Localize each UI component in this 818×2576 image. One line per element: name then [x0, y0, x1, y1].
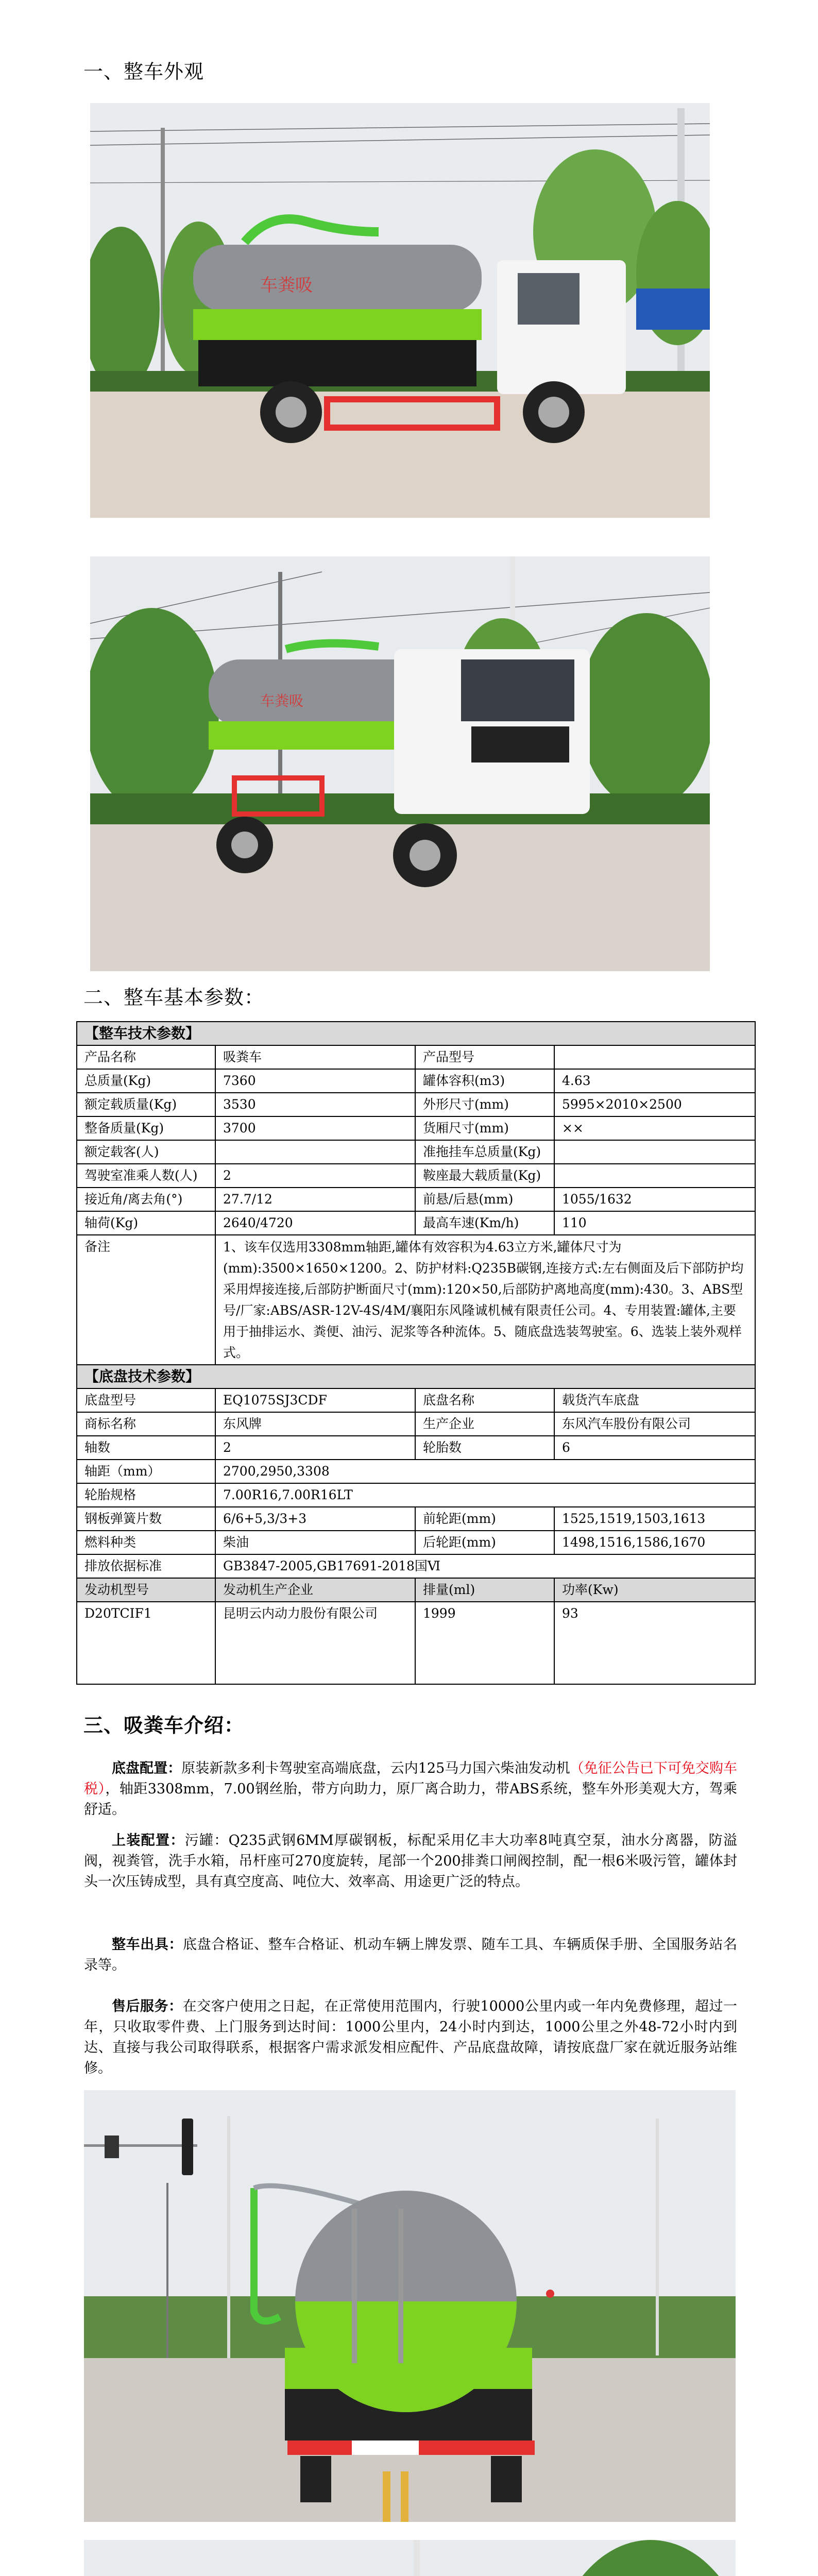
param-value — [554, 1140, 755, 1164]
param-label: 货厢尺寸(mm) — [415, 1116, 554, 1140]
tank-lettering: 车粪吸 — [260, 692, 304, 709]
note-label: 备注 — [77, 1235, 215, 1365]
param-value — [215, 1140, 415, 1164]
after-sales-paragraph — [84, 1996, 737, 2079]
param-value: 5995×2010×2500 — [554, 1093, 755, 1116]
engine-column-header: 发动机生产企业 — [215, 1578, 415, 1602]
param-label: 轮胎规格 — [77, 1483, 215, 1507]
param-value: 3700 — [215, 1116, 415, 1140]
param-label: 后轮距(mm) — [415, 1531, 554, 1554]
param-value: 6/6+5,3/3+3 — [215, 1507, 415, 1531]
engine-value: 93 — [554, 1602, 755, 1684]
param-label: 前轮距(mm) — [415, 1507, 554, 1531]
table-row — [77, 1045, 755, 1069]
param-value — [554, 1164, 755, 1188]
delivery-docs-text: 底盘合格证、整车合格证、机动车辆上牌发票、随车工具、车辆质保手册、全国服务站名录等。 — [84, 1937, 738, 1973]
front-quarter-truck-photo — [90, 556, 710, 971]
table-row — [77, 1188, 755, 1211]
param-value: 吸粪车 — [215, 1045, 415, 1069]
table-row — [77, 1531, 755, 1554]
param-label: 前悬/后悬(mm) — [415, 1188, 554, 1211]
param-value: 载货汽车底盘 — [554, 1388, 755, 1412]
param-label: 接近角/离去角(°) — [77, 1188, 215, 1211]
tank-lettering: 车粪吸 — [260, 275, 313, 296]
chassis-config-label: 底盘配置： — [112, 1760, 182, 1776]
param-label: 总质量(Kg) — [77, 1069, 215, 1093]
body-config-label: 上装配置： — [112, 1833, 185, 1849]
param-value: 2700,2950,3308 — [215, 1460, 755, 1483]
rear-quarter-truck-photo — [84, 2540, 736, 2576]
param-value: 2 — [215, 1164, 415, 1188]
table-row — [77, 1069, 755, 1093]
table-row — [77, 1554, 755, 1578]
chassis-config-text-2: ，轴距3308mm，7.00钢丝胎，带方向助力，原厂离合助力，带ABS系统，整车外形美观大方，驾乘舒适。 — [84, 1781, 738, 1818]
param-label: 产品名称 — [77, 1045, 215, 1069]
param-value: EQ1075SJ3CDF — [215, 1388, 415, 1412]
param-label: 产品型号 — [415, 1045, 554, 1069]
param-value: 4.63 — [554, 1069, 755, 1093]
table-row — [77, 1235, 755, 1365]
table-row — [77, 1388, 755, 1412]
param-label: 准拖挂车总质量(Kg) — [415, 1140, 554, 1164]
tax-exempt-note: （免征公告已下可免交购车税） — [84, 1760, 737, 1797]
table-row — [77, 1483, 755, 1507]
vehicle-params-header: 【整车技术参数】 — [77, 1022, 755, 1045]
body-config-text: 污罐：Q235武钢6MM厚碳钢板，标配采用亿丰大功率8吨真空泵，油水分离器，防溢阀，视粪管，洗手水箱，吊杆座可270度旋转，尾部一个200排粪口闸阀控制，配一根6米吸污管，罐体封头一次压铸成型，具有真空度高、吨位大、效率高、用途更广泛的特点。 — [84, 1833, 737, 1890]
param-value: 7360 — [215, 1069, 415, 1093]
table-row — [77, 1093, 755, 1116]
param-label: 整备质量(Kg) — [77, 1116, 215, 1140]
table-row — [77, 1164, 755, 1188]
param-label: 外形尺寸(mm) — [415, 1093, 554, 1116]
note-text: 1、该车仅选用3308mm轴距,罐体有效容积为4.63立方米,罐体尺寸为(mm):3500×1650×1200。2、防护材料:Q235B碳钢,连接方式:左右侧面及后下部防护均采用焊接连接,后部防护断面尺寸(mm):120×50,后部防护离地高度(mm):430。3、ABS型号/厂家:ABS/ASR-12V-4S/4M/襄阳东风隆诚机械有限责任公司。4、专用装置:罐体,主要用于抽排运水、粪便、油污、泥浆等各种流体。5、随底盘选装驾驶室。6、选装上装外观样式。 — [215, 1235, 755, 1365]
engine-column-header: 发动机型号 — [77, 1578, 215, 1602]
table-row — [77, 1507, 755, 1531]
table-row — [77, 1140, 755, 1164]
delivery-docs-label: 整车出具： — [112, 1937, 183, 1953]
rear-view-truck-photo — [84, 2090, 736, 2522]
param-value: 1525,1519,1503,1613 — [554, 1507, 755, 1531]
param-label: 罐体容积(m3) — [415, 1069, 554, 1093]
param-label: 轮胎数 — [415, 1436, 554, 1460]
param-value: 1055/1632 — [554, 1188, 755, 1211]
engine-value: 1999 — [415, 1602, 554, 1684]
param-value — [554, 1045, 755, 1069]
table-row — [77, 1211, 755, 1235]
table-row — [77, 1436, 755, 1460]
param-value: 东风汽车股份有限公司 — [554, 1412, 755, 1436]
param-label: 商标名称 — [77, 1412, 215, 1436]
table-section-row — [77, 1365, 755, 1388]
section-title-params: 二、整车基本参数： — [83, 986, 265, 1009]
param-label: 轴荷(Kg) — [77, 1211, 215, 1235]
chassis-config-text: 原装新款多利卡驾驶室高端底盘，云内125马力国六柴油发动机 — [181, 1760, 570, 1776]
param-value: GB3847-2005,GB17691-2018国Ⅵ — [215, 1554, 755, 1578]
engine-value: 昆明云内动力股份有限公司 — [215, 1602, 415, 1684]
param-label: 鞍座最大载质量(Kg) — [415, 1164, 554, 1188]
section-title-appearance: 一、整车外观 — [83, 60, 204, 83]
side-view-truck-photo — [90, 103, 710, 518]
engine-column-header: 功率(Kw) — [554, 1578, 755, 1602]
param-value: 柴油 — [215, 1531, 415, 1554]
param-label: 驾驶室准乘人数(人) — [77, 1164, 215, 1188]
param-label: 轴距（mm） — [77, 1460, 215, 1483]
param-label: 底盘型号 — [77, 1388, 215, 1412]
param-value: 27.7/12 — [215, 1188, 415, 1211]
chassis-params-header: 【底盘技术参数】 — [77, 1365, 755, 1388]
after-sales-text: 在交客户使用之日起，在正常使用范围内，行驶10000公里内或一年内免费修理，超过一年，只收取零件费、上门服务到达时间：1000公里内，24小时内到达，1000公里之外48-72小时内到达、直接与我公司取得联系，根据客户需求派发相应配件、产品底盘故障，请按底盘厂家在就近服务站维修。 — [84, 1998, 738, 2076]
param-value: 2640/4720 — [215, 1211, 415, 1235]
param-value: 1498,1516,1586,1670 — [554, 1531, 755, 1554]
engine-row — [77, 1602, 755, 1684]
engine-header-row — [77, 1578, 755, 1602]
param-label: 额定载客(人) — [77, 1140, 215, 1164]
param-label: 钢板弹簧片数 — [77, 1507, 215, 1531]
table-row — [77, 1460, 755, 1483]
param-value: 2 — [215, 1436, 415, 1460]
param-label: 最高车速(Km/h) — [415, 1211, 554, 1235]
param-label: 生产企业 — [415, 1412, 554, 1436]
engine-value: D20TCIF1 — [77, 1602, 215, 1684]
param-label: 燃料种类 — [77, 1531, 215, 1554]
param-label: 排放依据标准 — [77, 1554, 215, 1578]
param-label: 轴数 — [77, 1436, 215, 1460]
delivery-docs-paragraph — [84, 1935, 737, 1976]
engine-column-header: 排量(ml) — [415, 1578, 554, 1602]
section-title-intro: 三、吸粪车介绍： — [83, 1714, 245, 1737]
param-value: ×× — [554, 1116, 755, 1140]
table-row — [77, 1412, 755, 1436]
param-label: 额定载质量(Kg) — [77, 1093, 215, 1116]
after-sales-label: 售后服务： — [112, 1998, 183, 2014]
chassis-config-paragraph — [84, 1758, 737, 1820]
param-value: 6 — [554, 1436, 755, 1460]
spec-table — [76, 1021, 756, 1685]
table-row — [77, 1116, 755, 1140]
param-value: 7.00R16,7.00R16LT — [215, 1483, 755, 1507]
param-label: 底盘名称 — [415, 1388, 554, 1412]
body-config-paragraph — [84, 1831, 737, 1892]
param-value: 110 — [554, 1211, 755, 1235]
param-value: 3530 — [215, 1093, 415, 1116]
param-value: 东风牌 — [215, 1412, 415, 1436]
